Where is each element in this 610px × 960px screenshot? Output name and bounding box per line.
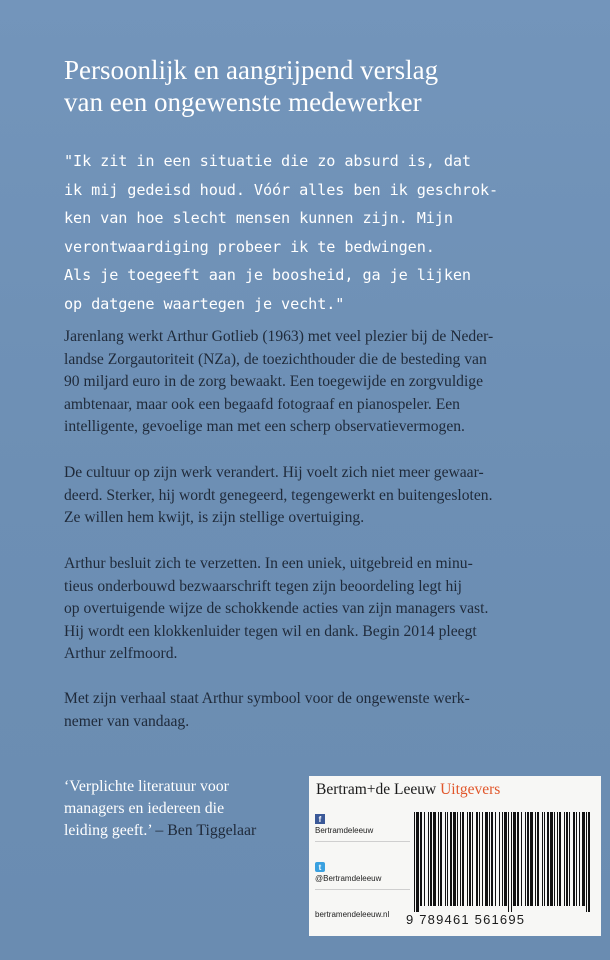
barcode-bar <box>554 812 555 906</box>
barcode-bar <box>504 812 507 906</box>
twitter-block <box>315 862 415 890</box>
barcode-bar <box>547 812 549 906</box>
barcode-bar <box>485 812 488 906</box>
publisher-accent: Uitgevers <box>440 781 501 798</box>
blurb-line: deerd. Sterker, hij wordt genegeerd, tegengewerkt en buitengesloten. <box>64 486 493 504</box>
barcode-bar <box>450 812 452 906</box>
barcode-bar <box>469 812 471 906</box>
facebook-icon: f <box>315 814 325 824</box>
blurb-line: ambtenaar, maar ook een begaafd fotograaf en pianospeler. Een <box>64 395 460 413</box>
quote-line: ken van hoe slecht mensen kunnen zijn. Mijn <box>64 209 453 228</box>
publisher-name: Bertram+de Leeuw <box>316 781 437 798</box>
barcode-bar <box>525 812 526 906</box>
barcode-bar <box>550 812 553 906</box>
blurb-line: intelligente, gevoelige man met een scherp observatievermogen. <box>64 418 465 436</box>
blurb-line: tieus onderbouwd bezwaarschrift tegen zijn beoordeling legt hij <box>64 577 462 595</box>
barcode-bar <box>462 812 464 906</box>
blurb-line: op overtuigende wijze de schokkende acties van zijn managers vast. <box>64 600 489 618</box>
publisher-logo <box>316 781 500 799</box>
barcode-graphic <box>410 812 594 914</box>
praise-author: – Ben Tiggelaar <box>151 822 257 839</box>
facebook-block <box>315 814 415 842</box>
blurb-line: Hij wordt een klokkenluider tegen wil en dank. Begin 2014 pleegt <box>64 622 477 640</box>
barcode-bar <box>495 812 496 906</box>
headline-line: van een ongewenste medewerker <box>64 87 422 117</box>
barcode-bar <box>576 812 577 906</box>
barcode-bar <box>440 812 442 906</box>
barcode-bar <box>557 812 558 906</box>
barcode-bar <box>573 812 575 906</box>
quote-line: op datgene waartegen je vecht." <box>64 294 345 313</box>
barcode-bar <box>508 812 509 912</box>
barcode-bar <box>511 812 512 912</box>
barcode-bar <box>588 812 590 912</box>
pull-quote <box>64 147 584 319</box>
facebook-handle: Bertramdeleeuw <box>315 826 374 835</box>
blurb-paragraph-3 <box>64 553 584 666</box>
twitter-handle: @Bertramdeleeuw <box>315 874 382 883</box>
website-url: bertramendeleeuw.nl <box>315 910 390 919</box>
praise-line: ‘Verplichte literatuur voor <box>64 778 229 795</box>
barcode-bar <box>564 812 565 906</box>
barcode-bar <box>579 812 580 906</box>
barcode-bar <box>542 812 543 906</box>
barcode-bar <box>416 812 419 912</box>
barcode-bar <box>445 812 446 906</box>
barcode-bar <box>582 812 585 906</box>
barcode-bar <box>476 812 478 906</box>
praise-text: leiding geeft.’ <box>64 822 152 839</box>
barcode-bar <box>521 812 522 906</box>
barcode-bar <box>559 812 561 906</box>
quote-line: verontwaardiging probeer ik te bedwingen. <box>64 237 435 256</box>
headline-line: Persoonlijk en aangrijpend verslag <box>64 55 439 85</box>
barcode-bar <box>517 812 519 906</box>
barcode-bar <box>414 812 415 912</box>
isbn-number: 9 789461 561695 <box>406 912 526 927</box>
barcode-bar <box>460 812 461 906</box>
barcode-bar <box>544 812 545 906</box>
barcode-bar <box>489 812 490 906</box>
quote-line: Als je toegeeft aan je boosheid, ga je lijken <box>64 266 471 285</box>
divider <box>315 841 410 842</box>
barcode-bar <box>428 812 429 906</box>
barcode-bar <box>472 812 473 906</box>
headline <box>64 54 564 118</box>
barcode-bar <box>433 812 436 906</box>
twitter-icon: t <box>315 862 325 872</box>
barcode-bar <box>530 812 533 906</box>
blurb-line: landse Zorgautoriteit (NZa), de toezichthouder die de besteding van <box>64 350 487 368</box>
barcode-bar <box>447 812 448 906</box>
blurb-line: De cultuur op zijn werk verandert. Hij voelt zich niet meer gewaar- <box>64 464 484 481</box>
barcode-bar <box>569 812 570 906</box>
blurb-line: Met zijn verhaal staat Arthur symbool voor de ongewenste werk- <box>64 690 470 707</box>
barcode <box>410 812 594 914</box>
barcode-bar <box>420 812 422 906</box>
barcode-bar <box>467 812 468 906</box>
barcode-bar <box>479 812 480 906</box>
blurb-paragraph-4 <box>64 688 584 733</box>
praise-line: managers en iedereen die <box>64 800 225 817</box>
barcode-bar <box>491 812 493 906</box>
praise-quote <box>64 776 304 842</box>
barcode-bar <box>453 812 456 906</box>
barcode-bar <box>424 812 425 906</box>
blurb-paragraph-2 <box>64 462 584 530</box>
blurb-line: Jarenlang werkt Arthur Gotlieb (1963) met veel plezier bij de Neder- <box>64 328 494 345</box>
barcode-bar <box>430 812 432 906</box>
barcode-bar <box>502 812 503 906</box>
divider <box>315 889 410 890</box>
blurb-paragraph-1 <box>64 326 584 439</box>
blurb-line: Arthur zelfmoord. <box>64 645 178 663</box>
blurb-line: Arthur besluit zich te verzetten. In een uniek, uitgebreid en minu- <box>64 555 473 572</box>
barcode-bar <box>586 812 587 912</box>
barcode-bar <box>457 812 458 906</box>
barcode-bar <box>535 812 536 906</box>
quote-line: ik mij gedeisd houd. Vóór alles ben ik geschrok- <box>64 180 499 199</box>
barcode-bar <box>438 812 439 906</box>
barcode-bar <box>537 812 539 906</box>
barcode-bar <box>566 812 568 906</box>
website-block <box>315 910 415 919</box>
blurb-line: Ze willen hem kwijt, is zijn stellige overtuiging. <box>64 509 365 527</box>
barcode-bar <box>513 812 516 906</box>
barcode-bar <box>527 812 529 906</box>
praise-line <box>64 820 304 842</box>
blurb-line: 90 miljard euro in de zorg bewaakt. Een toegewijde en zorgvuldige <box>64 373 484 391</box>
quote-line: "Ik zit in een situatie die zo absurd is, dat <box>64 152 471 170</box>
blurb-line: nemer van vandaag. <box>64 712 190 730</box>
barcode-bar <box>482 812 483 906</box>
barcode-bar <box>499 812 500 906</box>
